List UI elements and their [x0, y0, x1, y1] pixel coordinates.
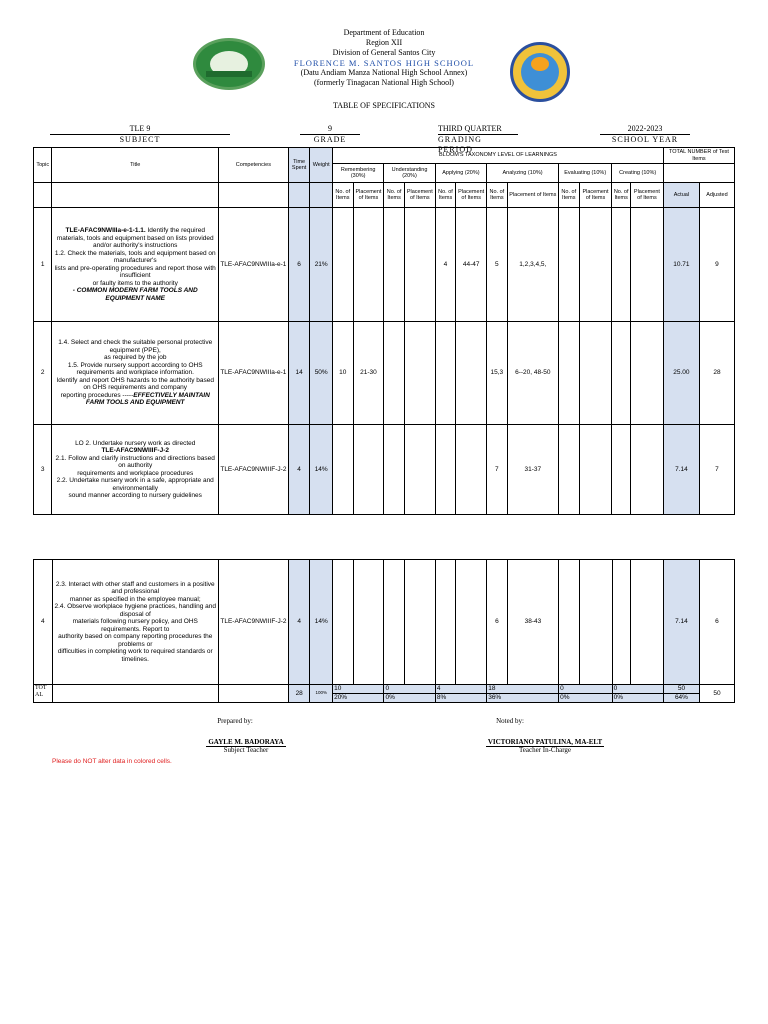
header-line-5: (Datu Andiam Manza National High School Annex): [300, 68, 468, 77]
table-row: [34, 322, 735, 425]
analyzing-no: 7: [487, 425, 508, 515]
table-row: [34, 560, 735, 685]
document-header: [0, 28, 768, 88]
period-label: GRADING PERIOD: [438, 134, 518, 155]
analyzing-placement: 6--20, 48-50: [507, 322, 558, 425]
total-row: [34, 685, 735, 694]
year-field: [600, 124, 690, 145]
col-time-spent: Time Spent: [288, 148, 310, 183]
topic-title: [52, 208, 218, 322]
total-actual: 50: [663, 685, 699, 694]
tos-table: [33, 147, 735, 515]
grade-field: [300, 124, 360, 145]
title-text: 2.1. Follow and clarify instructions and directions based on authority requirements and workplace procedures 2.2. Undertake nursery work in a safe, appropriate and environmentally sound manner according to nursery guidelines: [55, 454, 215, 499]
topic-title: [52, 425, 218, 515]
time-spent: 14: [288, 322, 310, 425]
total-time: 28: [288, 685, 310, 703]
total-weight: 100%: [310, 685, 333, 703]
pct-understanding: 0%: [384, 694, 435, 703]
pct-actual: 64%: [663, 694, 699, 703]
competency-code: TLE-AFAC9NWIIIF-J-2: [218, 425, 288, 515]
subject-label: SUBJECT: [50, 134, 230, 145]
grade-label: GRADE: [300, 134, 360, 145]
header-line-2: Region XII: [365, 38, 403, 47]
pct-analyzing: 36%: [487, 694, 559, 703]
pct-remembering: 20%: [333, 694, 384, 703]
col-title: Title: [52, 148, 218, 183]
col-adjusted: Adjusted: [699, 183, 734, 208]
sub-no-items: No. of Items: [487, 183, 508, 208]
time-spent: 6: [288, 208, 310, 322]
applying-placement: 44-47: [456, 208, 487, 322]
remembering-placement: 21-30: [353, 322, 384, 425]
topic-title: 2.3. Interact with other staff and customers in a positive and professional manner as specified in the employee manual; 2.4. Observe workplace hygiene practices, handling and disposal of materials following nursery policy, and OHS requirements. Report to authority based on company reporting procedures the problems or difficulties in completing work to required standards or timelines.: [52, 560, 219, 685]
title-prefix: LO 2. Undertake nursery work as directed: [75, 439, 196, 447]
weight: 50%: [310, 322, 333, 425]
sub-placement: Placement of Items: [353, 183, 384, 208]
topic-number: 2: [34, 322, 52, 425]
level-creating: Creating (10%): [612, 164, 664, 183]
pct-applying: 8%: [435, 694, 486, 703]
topic-title: [52, 322, 218, 425]
level-applying: Applying (20%): [435, 164, 486, 183]
subject-value: TLE 9: [129, 124, 151, 133]
prepared-name: GAYLE M. BADORAYA: [208, 738, 284, 746]
analyzing-no: 6: [487, 560, 508, 685]
adjusted-value: 9: [699, 208, 734, 322]
sub-placement: Placement of Items: [630, 183, 663, 208]
actual-value: 7.14: [663, 560, 699, 685]
analyzing-placement: 1,2,3,4,5,: [507, 208, 558, 322]
header-line-6: (formerly Tinagacan National High School): [314, 78, 454, 87]
sub-placement: Placement of Items: [404, 183, 435, 208]
period-value: THIRD QUARTER: [438, 124, 502, 133]
prepared-label: Prepared by:: [217, 717, 253, 725]
topic-number: 1: [34, 208, 52, 322]
title-emphasis: EFFECTIVELY MAINTAIN FARM TOOLS AND EQUIPMENT: [85, 391, 210, 407]
time-spent: 4: [288, 560, 310, 685]
col-bloom: BLOOM'S TAXONOMY LEVEL OF LEARNINGS: [333, 148, 664, 164]
table-row: [34, 425, 735, 515]
title-text: 1.4. Select and check the suitable personal protective equipment (PPE), as required by the job 1.5. Provide nursery support according to OHS requirements and workplace information. Identify and report OHS hazards to the authority based on OHS requirements and company reporting procedures -----: [56, 339, 214, 399]
adjusted-value: 28: [699, 322, 734, 425]
level-evaluating: Evaluating (10%): [559, 164, 612, 183]
applying-no: 4: [435, 208, 456, 322]
title-text: Identify the required materials, tools and equipment based on lists provided and/or authority's instructions 1.2. Check the materials, tools and equipment based on manufacturer's lists and pre-operating procedures and report those with insufficient or faulty items to the authority: [54, 227, 216, 287]
sub-placement: Placement of Items: [507, 183, 558, 208]
year-value: 2022-2023: [627, 124, 663, 133]
adjusted-value: 7: [699, 425, 734, 515]
total-creating: 0: [612, 685, 663, 694]
topic-number: 4: [34, 560, 53, 685]
total-evaluating: 0: [559, 685, 612, 694]
actual-value: 7.14: [663, 425, 699, 515]
analyzing-placement: 38-43: [507, 560, 558, 685]
sub-no-items: No. of Items: [435, 183, 456, 208]
year-label: SCHOOL YEAR: [600, 134, 690, 145]
sub-placement: Placement of Items: [579, 183, 612, 208]
competency-code: TLE-AFAC9NWIIIa-e-1: [218, 208, 288, 322]
analyzing-placement: 31-37: [507, 425, 558, 515]
title-emphasis: - COMMON MODERN FARM TOOLS AND EQUIPMENT NAME: [72, 287, 198, 302]
total-label: TOT AL: [34, 685, 53, 703]
total-remembering: 10: [333, 685, 384, 694]
sub-no-items: No. of Items: [559, 183, 580, 208]
pct-creating: 0%: [612, 694, 663, 703]
weight: 14%: [310, 560, 333, 685]
sub-placement: Placement of Items: [456, 183, 487, 208]
noted-signature: [460, 738, 630, 754]
col-competencies: Competencies: [218, 148, 288, 183]
page-title: TABLE OF SPECIFICATIONS: [332, 101, 436, 110]
prepared-role: Subject Teacher: [223, 746, 269, 754]
prepared-signature: [176, 738, 316, 754]
total-blank: [663, 164, 734, 183]
pct-evaluating: 0%: [559, 694, 612, 703]
header-line-3: Division of General Santos City: [332, 48, 436, 57]
header-line-1: Department of Education: [343, 28, 425, 37]
subject-field: [50, 124, 230, 145]
tos-table-continued: [33, 559, 735, 703]
analyzing-no: 15,3: [487, 322, 508, 425]
time-spent: 4: [288, 425, 310, 515]
total-understanding: 0: [384, 685, 435, 694]
total-analyzing: 18: [487, 685, 559, 694]
remembering-no: 10: [333, 322, 354, 425]
school-name: FLORENCE M. SANTOS HIGH SCHOOL: [293, 58, 475, 68]
noted-role: Teacher In-Charge: [518, 746, 572, 754]
grade-value: 9: [328, 124, 332, 133]
total-adjusted: 50: [699, 685, 734, 703]
noted-name: VICTORIANO PATULINA, MA-ELT: [487, 738, 603, 746]
noted-label: Noted by:: [496, 717, 524, 725]
level-analyzing: Analyzing (10%): [487, 164, 559, 183]
code-text: TLE-AFAC9NWIIIa-e-1-1.1.: [65, 227, 146, 234]
col-topic: Topic: [34, 148, 52, 183]
warning-note: Please do NOT alter data in colored cells.: [52, 758, 172, 765]
table-row: [34, 208, 735, 322]
col-actual: Actual: [663, 183, 699, 208]
competency-code: TLE-AFAC9NWIIIa-e-1: [218, 322, 288, 425]
weight: 14%: [310, 425, 333, 515]
actual-value: 10.71: [663, 208, 699, 322]
topic-number: 3: [34, 425, 52, 515]
sub-no-items: No. of Items: [384, 183, 405, 208]
analyzing-no: 5: [487, 208, 508, 322]
level-understanding: Understanding (20%): [384, 164, 435, 183]
competency-code: TLE-AFAC9NWIIIF-J-2: [219, 560, 289, 685]
adjusted-value: 6: [699, 560, 734, 685]
code-text: TLE-AFAC9NWIIIF-J-2: [101, 447, 169, 454]
sub-no-items: No. of Items: [612, 183, 630, 208]
total-applying: 4: [435, 685, 486, 694]
col-weight: Weight: [310, 148, 333, 183]
weight: 21%: [310, 208, 333, 322]
sub-no-items: No. of Items: [333, 183, 354, 208]
col-total: TOTAL NUMBER of Test Items: [663, 148, 734, 164]
actual-value: 25.00: [663, 322, 699, 425]
level-remembering: Remembering (30%): [333, 164, 384, 183]
